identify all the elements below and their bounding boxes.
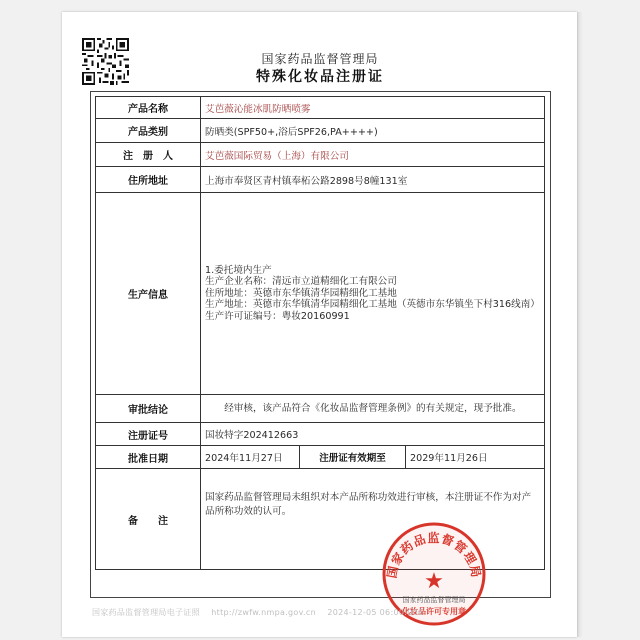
footer-datetime: 2024-12-05 06:00:006	[327, 608, 424, 617]
registrant-label: 注 册 人	[96, 143, 201, 167]
page-edge-shadow	[577, 12, 583, 637]
production-line: 住所地址：英德市东华镇清华园精细化工基地	[205, 287, 397, 299]
reg-number-label: 注册证号	[96, 423, 201, 446]
seal-caption-line2: 化妆品许可专用章	[402, 607, 466, 616]
seal-arc-text: 国家药品监督管理局	[384, 531, 484, 580]
remarks-label: 备 注	[96, 469, 201, 570]
row-production	[96, 193, 545, 395]
production-line: 生产许可证编号：粤妆20160991	[205, 310, 350, 322]
footer-watermark	[92, 607, 562, 618]
row-category	[96, 119, 545, 143]
product-name-value: 艾芭薇沁能冰肌防晒喷雾	[201, 97, 545, 119]
agency-name: 国家药品监督管理局	[261, 52, 379, 66]
address-label: 住所地址	[96, 167, 201, 193]
valid-until-value: 2029年11月26日	[406, 446, 545, 469]
conclusion-label: 审批结论	[96, 395, 201, 423]
category-label: 产品类别	[96, 119, 201, 143]
footer-text: 国家药品监督管理局电子证照	[92, 608, 200, 617]
production-line: 生产企业名称：清远市立道精细化工有限公司	[205, 276, 397, 288]
registrant-value: 艾芭薇国际贸易（上海）有限公司	[201, 143, 545, 167]
valid-until-label: 注册证有效期至	[300, 446, 406, 469]
production-info	[201, 193, 545, 395]
production-line: 1.委托境内生产	[205, 264, 272, 276]
conclusion-value: 经审核，该产品符合《化妆品监督管理条例》的有关规定，现予批准。	[201, 395, 545, 423]
seal-caption-line1: 国家药品监督管理局	[402, 596, 466, 604]
row-product-name	[96, 97, 545, 119]
production-label: 生产信息	[96, 193, 201, 395]
seal-star-icon: ★	[424, 569, 444, 594]
row-dates	[96, 446, 545, 469]
production-line: 生产地址：英德市东华镇清华园精细化工基地（英德市东华镇坐下村316线南）	[205, 299, 540, 311]
approval-date-value: 2024年11月27日	[201, 446, 300, 469]
remarks-value: 国家药品监督管理局未组织对本产品所称功效进行审核，本注册证不作为对产品所称功效的认可。	[201, 469, 545, 570]
approval-date-label: 批准日期	[96, 446, 201, 469]
product-name-label: 产品名称	[96, 97, 201, 119]
footer-url[interactable]: http://zwfw.nmpa.gov.cn	[211, 608, 316, 617]
certificate-table	[95, 96, 545, 570]
address-value: 上海市奉贤区青村镇奉柘公路2898号8幢131室	[201, 167, 545, 193]
category-value: 防晒类(SPF50+,浴后SPF26,PA++++)	[201, 119, 545, 143]
row-address	[96, 167, 545, 193]
certificate-title: 特殊化妆品注册证	[256, 69, 384, 85]
reg-number-value: 国妆特字202412663	[201, 423, 545, 446]
row-reg-number	[96, 423, 545, 446]
row-conclusion	[96, 395, 545, 423]
qr-code-icon	[82, 38, 129, 85]
row-registrant	[96, 143, 545, 167]
